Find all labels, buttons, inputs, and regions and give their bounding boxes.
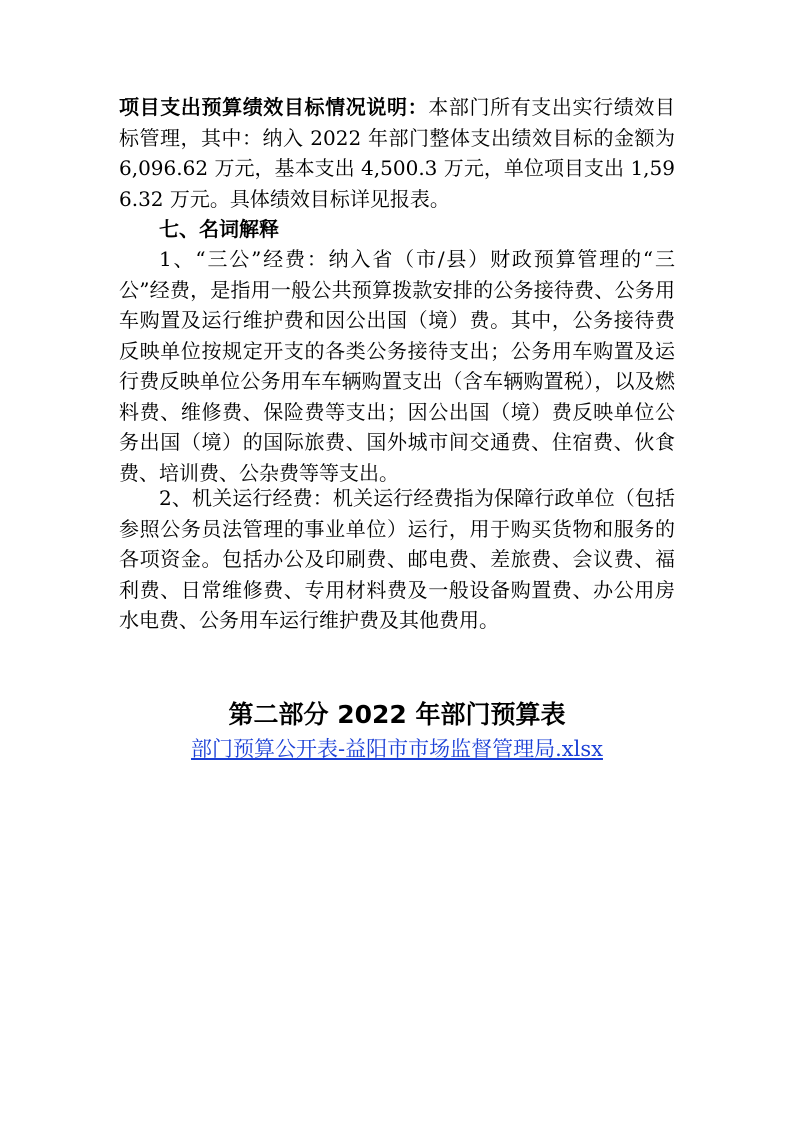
part-two-title: 第二部分 2022 年部门预算表 <box>228 700 566 729</box>
performance-target-paragraph <box>119 92 675 214</box>
budget-file-link-wrapper <box>0 734 794 764</box>
glossary-heading-block <box>119 214 675 245</box>
performance-target-text: 本部门所有支出实行绩效目标管理，其中：纳入 2022 年部门整体支出绩效目标的金额为 6,096.62 万元，基本支出 4,500.3 万元，单位项目支出 1,596.32 万元。具体绩效目标详见报表。 <box>119 95 676 211</box>
three-public-expenses-definition: 1、“三公”经费：纳入省（市/县）财政预算管理的“三公”经费，是指用一般公共预算拨款安排的公务接待费、公务用车购置及运行维护费和因公出国（境）费。其中，公务接待费反映单位按规定开支的各类公务接待支出；公务用车购置及运行费反映单位公务用车车辆购置支出（含车辆购置税），以及燃料费、维修费、保险费等支出；因公出国（境）费反映单位公务出国（境）的国际旅费、国外城市间交通费、住宿费、伙食费、培训费、公杂费等等支出。 <box>119 247 675 485</box>
operating-expenses-definition: 2、机关运行经费：机关运行经费指为保障行政单位（包括参照公务员法管理的事业单位）运行，用于购买货物和服务的各项资金。包括办公及印刷费、邮电费、差旅费、会议费、福利费、日常维修费、专用材料费及一般设备购置费、办公用房水电费、公务用车运行维护费及其他费用。 <box>119 486 675 632</box>
glossary-heading: 七、名词解释 <box>159 217 279 241</box>
budget-file-link[interactable]: 部门预算公开表-益阳市市场监督管理局.xlsx <box>191 737 603 761</box>
glossary-item-three-public <box>119 244 675 488</box>
glossary-item-operating <box>119 483 675 636</box>
performance-target-heading: 项目支出预算绩效目标情况说明： <box>119 95 429 119</box>
